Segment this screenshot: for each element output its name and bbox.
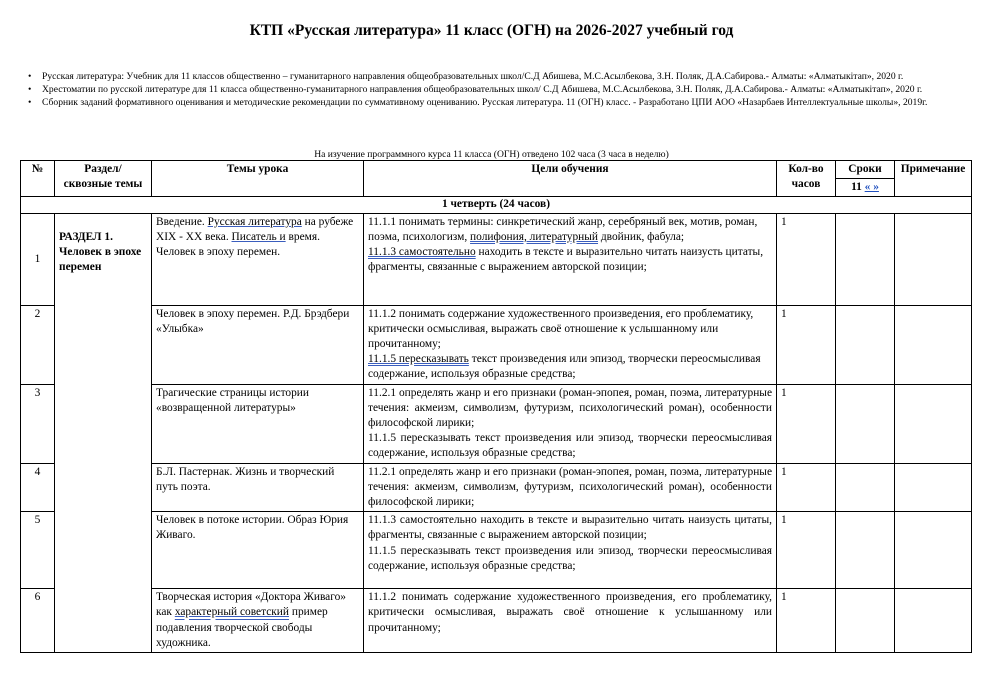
bullet-icon: • xyxy=(28,97,32,108)
date-link[interactable]: « » xyxy=(864,181,879,194)
row-num: 1 xyxy=(21,213,55,305)
reference-item xyxy=(20,83,971,96)
row-num: 6 xyxy=(21,589,55,653)
table-row xyxy=(21,384,972,463)
header-notes: Примечание xyxy=(895,161,972,197)
reference-item xyxy=(20,70,971,83)
section-label: РАЗДЕЛ 1. Человек в эпохе перемен xyxy=(55,213,152,652)
row-num: 3 xyxy=(21,384,55,463)
header-dates-sub: 11 « » xyxy=(836,179,895,197)
goals-cell: 11.2.1 определять жанр и его признаки (роман-эпопея, роман, поэма, литературные течения: акмеизм, символизм, футуризм, психологический роман), особенности философской лирики; 11.1.5 пересказывать текст произведения или эпизод, творчески переосмысливая содержание, используя образные средства; xyxy=(364,384,777,463)
topic-cell: Трагические страницы истории «возвращенной литературы» xyxy=(152,384,364,463)
goals-cell: 11.1.2 понимать содержание художественного произведения, его проблематику, критически осмысливая, выражать своё отношение к услышанному или прочитанному; 11.1.5 пересказывать текст произведения или эпизод, творчески переосмысливая содержание, используя образные средства; xyxy=(364,305,777,384)
table-row xyxy=(21,512,972,589)
references-list xyxy=(20,70,971,109)
notes-cell xyxy=(895,589,972,653)
bullet-icon: • xyxy=(28,84,32,95)
plan-table xyxy=(20,160,972,653)
hours-cell: 1 xyxy=(777,512,836,589)
table-row xyxy=(21,589,972,653)
dates-cell xyxy=(836,589,895,653)
reference-text: Русская литература: Учебник для 11 классов общественно – гуманитарного направления общеобразовательных школ/С.Д Абишева, М.С.Асылбекова, З.Н. Поляк, Д.А.Сабирова.- Алматы: «Алматыкітап», 2020 г. xyxy=(42,71,904,82)
reference-text: Хрестоматии по русской литературе для 11 класса общественно-гуманитарного направления общеобразовательных школ/ С.Д Абишева, М.С.Асылбекова, З.Н. Поляк, Д.А.Сабирова.- Алматы: «Алматыкітап», 2020 г. xyxy=(42,84,923,95)
notes-cell xyxy=(895,305,972,384)
topic-cell: Б.Л. Пастернак. Жизнь и творческий путь поэта. xyxy=(152,463,364,512)
dates-cell xyxy=(836,463,895,512)
hours-note: На изучение программного курса 11 класса (ОГН) отведено 102 часа (3 часа в неделю) xyxy=(314,149,669,160)
hours-cell: 1 xyxy=(777,305,836,384)
row-num: 5 xyxy=(21,512,55,589)
header-goals: Цели обучения xyxy=(364,161,777,197)
hours-cell: 1 xyxy=(777,384,836,463)
goals-cell: 11.1.1 понимать термины: синкретический жанр, серебряный век, мотив, роман, поэма, психологизм, полифония, литературный двойник, фабула; 11.1.3 самостоятельно находить в тексте и выразительно читать наизусть цитаты, фрагменты, связанные с выражением авторской позиции; xyxy=(364,213,777,305)
table-row xyxy=(21,213,972,305)
table-row xyxy=(21,463,972,512)
dates-cell xyxy=(836,384,895,463)
document-title: КТП «Русская литература» 11 класс (ОГН) на 2026-2027 учебный год xyxy=(249,22,734,39)
topic-cell: Творческая история «Доктора Живаго» как характерный советский пример подавления творческой свободы художника. xyxy=(152,589,364,653)
header-section: Раздел/ сквозные темы xyxy=(55,161,152,197)
dates-cell xyxy=(836,305,895,384)
notes-cell xyxy=(895,463,972,512)
quarter-row xyxy=(21,197,972,213)
reference-item xyxy=(20,96,971,109)
hours-cell: 1 xyxy=(777,463,836,512)
hours-cell: 1 xyxy=(777,213,836,305)
header-num: № xyxy=(21,161,55,197)
header-topic: Темы урока xyxy=(152,161,364,197)
goals-cell: 11.1.3 самостоятельно находить в тексте и выразительно читать наизусть цитаты, фрагменты, связанные с выражением авторской позиции; 11.1.5 пересказывать текст произведения или эпизод, творчески переосмысливая содержание, используя образные средства; xyxy=(364,512,777,589)
table-row xyxy=(21,305,972,384)
topic-cell: Человек в эпоху перемен. Р.Д. Брэдбери «Улыбка» xyxy=(152,305,364,384)
goals-cell: 11.1.2 понимать содержание художественного произведения, его проблематику, критически осмысливая, выражать своё отношение к услышанному или прочитанному; xyxy=(364,589,777,653)
notes-cell xyxy=(895,384,972,463)
dates-cell xyxy=(836,213,895,305)
goals-cell: 11.2.1 определять жанр и его признаки (роман-эпопея, роман, поэма, литературные течения: акмеизм, символизм, футуризм, психологический роман), особенности философской лирики; xyxy=(364,463,777,512)
dates-cell xyxy=(836,512,895,589)
notes-cell xyxy=(895,213,972,305)
table-header-row xyxy=(21,161,972,179)
row-num: 2 xyxy=(21,305,55,384)
bullet-icon: • xyxy=(28,71,32,82)
topic-cell: Введение. Русская литература на рубеже XIX - XX века. Писатель и время. Человек в эпоху перемен. xyxy=(152,213,364,305)
reference-text: Сборник заданий формативного оценивания и методические рекомендации по суммативному оцениванию. Русская литература. 11 (ОГН) класс. - Разработано ЦПИ АОО «Назарбаев Интеллектуальные школы», 2019г. xyxy=(42,97,928,108)
notes-cell xyxy=(895,512,972,589)
header-dates: Сроки xyxy=(836,161,895,179)
header-hours: Кол-во часов xyxy=(777,161,836,197)
row-num: 4 xyxy=(21,463,55,512)
hours-cell: 1 xyxy=(777,589,836,653)
topic-cell: Человек в потоке истории. Образ Юрия Живаго. xyxy=(152,512,364,589)
quarter-label: 1 четверть (24 часов) xyxy=(21,197,972,213)
